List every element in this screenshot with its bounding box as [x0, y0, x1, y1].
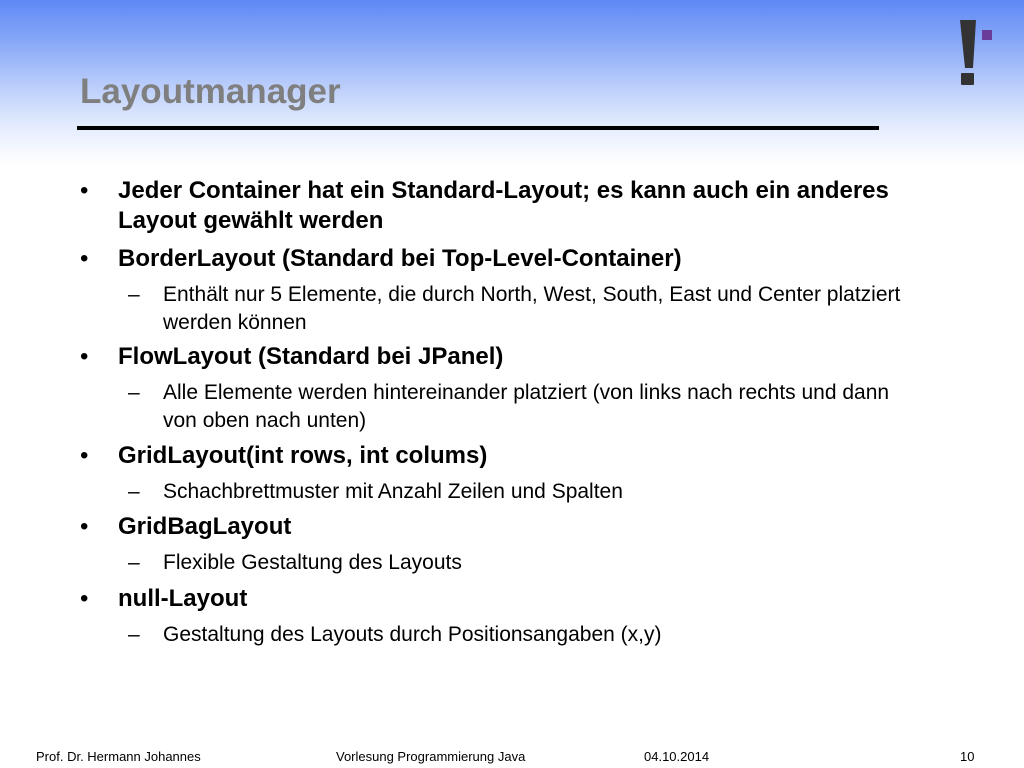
bullet-text: BorderLayout (Standard bei Top-Level-Container)	[118, 245, 682, 272]
bullet-text: GridLayout(int rows, int colums)	[118, 442, 488, 469]
sub-bullet-text: Enthält nur 5 Elemente, die durch North, West, South, East und Center platziert werden können	[163, 283, 901, 334]
sub-bullet-marker: –	[128, 551, 140, 574]
bullet-marker: •	[80, 343, 89, 370]
sub-bullet-item	[128, 379, 908, 435]
slide-title: Layoutmanager	[80, 72, 341, 111]
bullet-item	[80, 176, 940, 236]
sub-bullet-marker: –	[128, 623, 140, 646]
sub-bullet-item	[128, 478, 908, 506]
sub-bullet-marker: –	[128, 381, 140, 404]
bullet-text: FlowLayout (Standard bei JPanel)	[118, 343, 504, 370]
sub-bullet-text: Schachbrettmuster mit Anzahl Zeilen und Spalten	[163, 480, 623, 503]
sub-bullet-text: Alle Elemente werden hintereinander platziert (von links nach rechts und dann von oben nach unten)	[163, 381, 890, 432]
bullet-item	[80, 342, 940, 372]
sub-bullet-text: Flexible Gestaltung des Layouts	[163, 551, 462, 574]
bullet-marker: •	[80, 585, 89, 612]
bullet-marker: •	[80, 177, 89, 204]
bullet-item	[80, 584, 940, 614]
bullet-text: null-Layout	[118, 585, 248, 612]
bullet-marker: •	[80, 245, 89, 272]
bullet-item	[80, 244, 940, 274]
bullet-marker: •	[80, 513, 89, 540]
footer-author: Prof. Dr. Hermann Johannes	[36, 749, 201, 764]
bullet-marker: •	[80, 442, 89, 469]
footer-page-number: 10	[960, 749, 975, 764]
bullet-item	[80, 512, 940, 542]
sub-bullet-text: Gestaltung des Layouts durch Positionsangaben (x,y)	[163, 623, 662, 646]
sub-bullet-marker: –	[128, 283, 140, 306]
footer-course: Vorlesung Programmierung Java	[336, 749, 526, 764]
bullet-text: GridBagLayout	[118, 513, 292, 540]
footer-date: 04.10.2014	[644, 749, 710, 764]
bullet-text: Jeder Container hat ein Standard-Layout; es kann auch ein anderes Layout gewählt werden	[118, 177, 889, 234]
sub-bullet-marker: –	[128, 480, 140, 503]
sub-bullet-item	[128, 281, 908, 337]
sub-bullet-item	[128, 621, 908, 649]
bullet-item	[80, 441, 940, 471]
sub-bullet-item	[128, 549, 908, 577]
